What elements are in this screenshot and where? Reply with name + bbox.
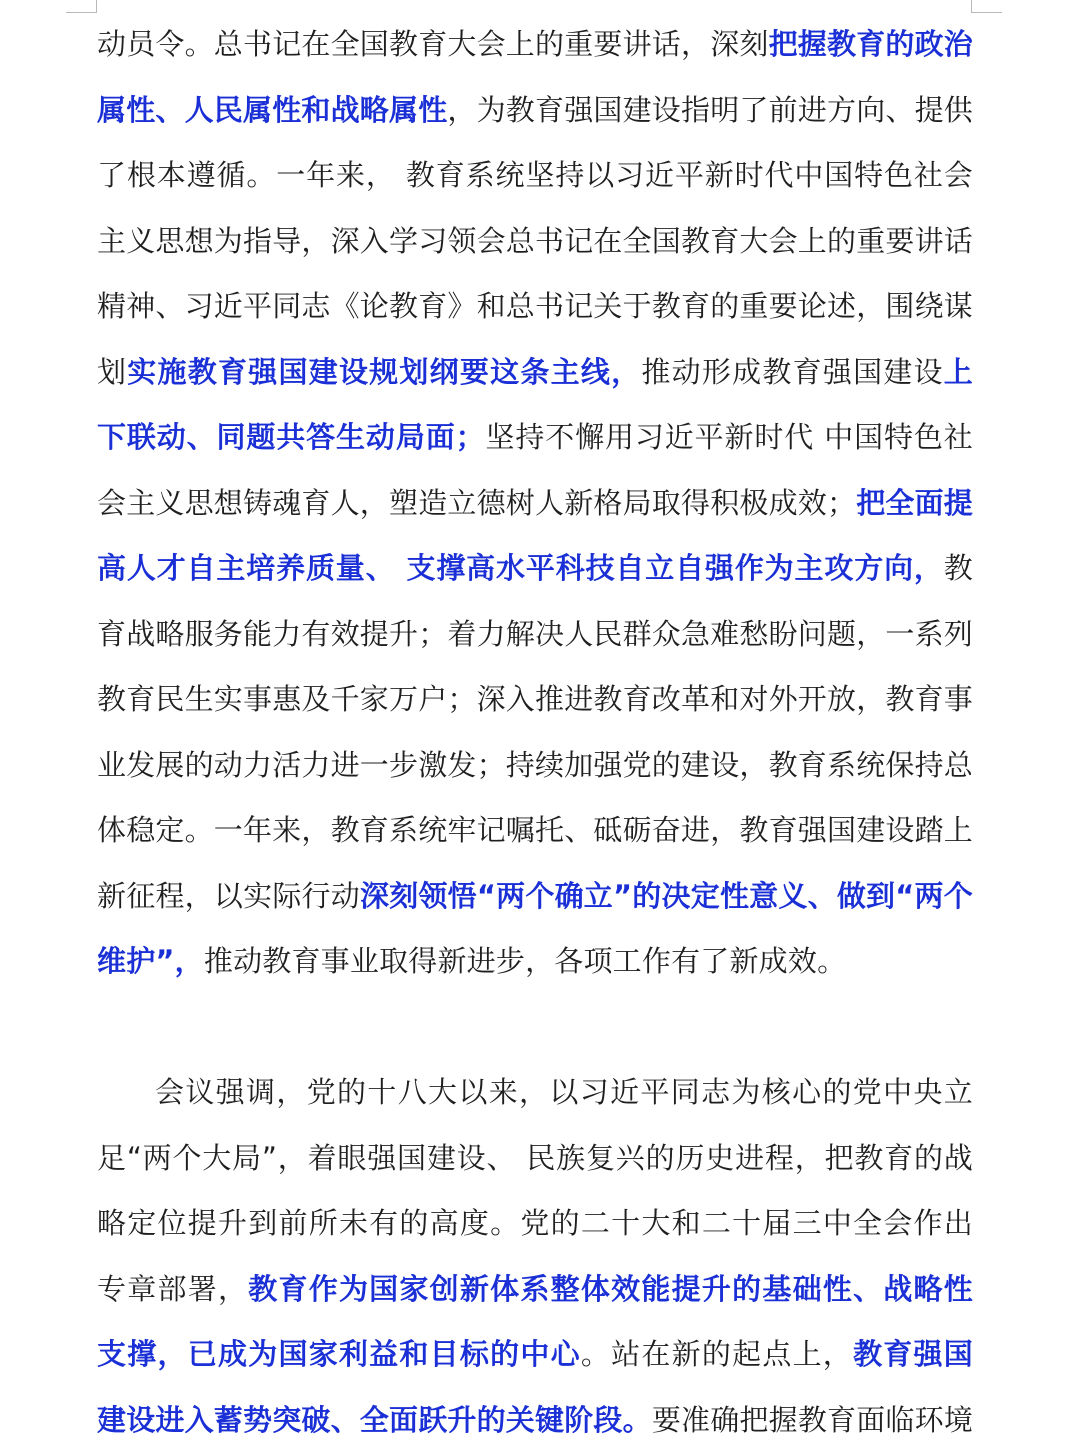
- text-segment: 坚持不懈用习近平新时代 中国特色社会主义思想铸魂育人，塑造立德树人新格局取得积极成效；: [97, 420, 973, 520]
- text-segment: 推动教育事业取得新进步，各项工作有了新成效。: [203, 944, 847, 978]
- highlighted-text-segment: 把握教育的政治属性、人民属性和战略属性: [97, 27, 974, 127]
- paragraph-2: [97, 1060, 973, 1440]
- highlighted-text-segment: 深刻领悟“两个确立”的决定性意义、做到“两个维护”，: [97, 878, 973, 978]
- text-segment: 要准确把握教育面临环境: [651, 1402, 974, 1437]
- page-corner-mark-left: [66, 0, 97, 13]
- text-segment: 教育战略服务能力有效提升；着力解决人民群众急难愁盼问题，一系列教育民生实事惠及千家万户；深入推进教育改革和对外开放，教育事业发展的动力活力进一步激发；持续加强党的建设，教育系统保持总体稳定。一年来，教育系统牢记嘱托、砥砺奋进，教育强国建设踏上新征程，以实际行动: [97, 551, 974, 913]
- text-segment: 会议强调，党的十八大以来，以习近平同志为核心的党中央立足“两个大局”，着眼强国建设、 民族复兴的历史进程，把教育的战略定位提升到前所未有的高度。党的二十大和二十届三中全会作出 专章部署，: [97, 1075, 973, 1306]
- text-segment: 推动形成教育强国建设: [641, 354, 944, 389]
- highlighted-text-segment: 把全面提高人才自主培养质量、 支撑高水平科技自立自强作为主攻方向，: [97, 485, 974, 585]
- highlighted-text-segment: 上下联动、同题共答生动局面；: [97, 354, 973, 454]
- text-segment: 。站在新的起点上，: [580, 1337, 854, 1371]
- highlighted-text-segment: 教育作为国家创新体系整体效能提升的基础性、战略性支撑，已成为国家利益和目标的中心: [97, 1271, 973, 1371]
- paragraph-1: [97, 12, 973, 995]
- page-corner-mark-right: [971, 0, 1002, 13]
- highlighted-text-segment: 实施教育强国建设规划纲要这条主线，: [127, 354, 642, 389]
- highlighted-text-segment: 教育强国建设进入蓄势突破、全面跃升的关键阶段。: [97, 1337, 973, 1437]
- text-segment: ，为教育强国建设指明了前进方向、提供了根本遵循。一年来， 教育系统坚持以习近平新时代中国特色社会主义思想为指导，深入学习领会总书记在全国教育大会上的重要讲话精神、习近平同志《论教育》和总书记关于教育的重要论述，围绕谋划: [97, 92, 974, 389]
- text-segment: 动员令。总书记在全国教育大会上的重要讲话，深刻: [97, 27, 769, 61]
